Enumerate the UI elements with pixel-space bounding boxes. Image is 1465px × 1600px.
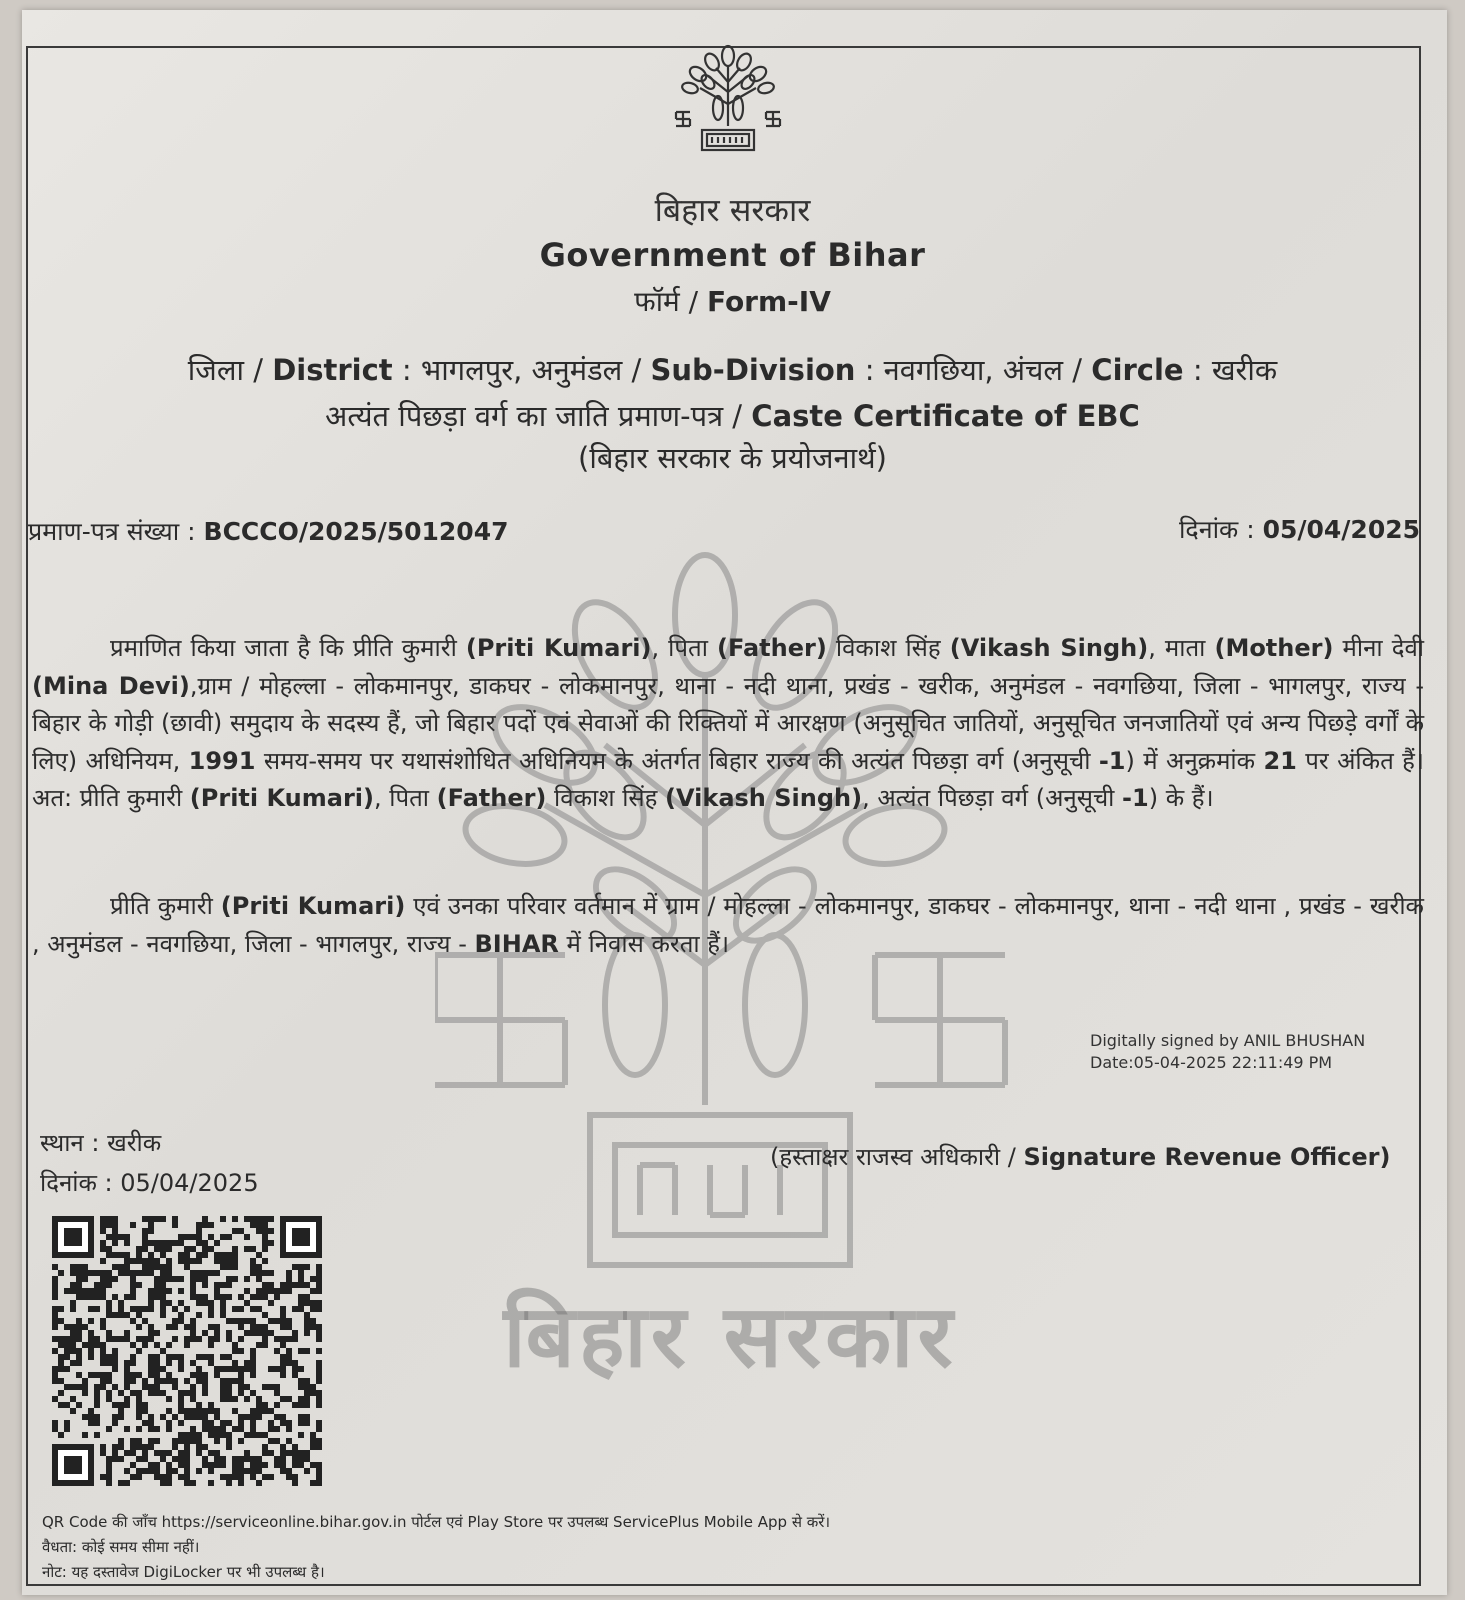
body-serial-number: 21 <box>1263 746 1297 775</box>
body-text: प्रीति कुमारी <box>110 892 221 920</box>
district-label-en: District <box>272 353 393 387</box>
body-text: प्रमाणित किया जाता है कि प्रीति कुमारी <box>110 634 466 662</box>
body-text: , अत्यंत पिछड़ा वर्ग (अनुसूची <box>862 784 1123 812</box>
subdivision-label: Sub-Division <box>650 353 856 387</box>
form-label-en: Form-IV <box>706 285 831 318</box>
body-text: ) में अनुक्रमांक <box>1125 746 1264 775</box>
watermark-text: बिहार सरकार <box>503 1287 957 1387</box>
issue-date: दिनांक : 05/04/2025 <box>40 1169 259 1197</box>
body-state-en: BIHAR <box>474 929 559 958</box>
certificate-body-paragraph-1 <box>32 630 1424 818</box>
signature-label <box>770 1140 1390 1173</box>
circle-value: : खरीक <box>1192 353 1278 387</box>
qr-verification-note: QR Code की जाँच https://serviceonline.bihar.gov.in पोर्टल एवं Play Store पर उपलब्ध ServicePlus Mobile App से करें। <box>42 1513 831 1531</box>
certificate-date-label: दिनांक : <box>1178 515 1255 544</box>
body-text: एवं उनका परिवार वर्तमान में ग्राम / मोहल्ला - लोकमानपुर, डाकघर - लोकमानपुर, थाना - नदी थाना , प्रखंड - खरीक , अनुमंडल - नवगछिया, जिला - भागलपुर, राज्य - <box>32 892 1424 958</box>
body-schedule: -1 <box>1098 746 1126 775</box>
body-text: , माता <box>1148 634 1215 662</box>
digital-signature <box>1090 1030 1365 1074</box>
digital-signature-signer: Digitally signed by ANIL BHUSHAN <box>1090 1031 1366 1050</box>
signature-label-hi: (हस्ताक्षर राजस्व अधिकारी / <box>770 1143 1016 1171</box>
certificate-date-value: 05/04/2025 <box>1262 515 1420 544</box>
body-text: , पिता <box>651 634 717 662</box>
form-number <box>0 282 1465 320</box>
body-text: मीना देवी <box>1333 634 1424 662</box>
body-year: 1991 <box>188 746 256 775</box>
certificate-number <box>28 514 509 548</box>
certificate-title-en: Caste Certificate of EBC <box>751 399 1140 433</box>
bihar-emblem-icon <box>672 42 784 158</box>
body-relation-en: (Mother) <box>1214 634 1334 662</box>
digilocker-note: नोट: यह दस्तावेज DigiLocker पर भी उपलब्ध है। <box>42 1563 325 1581</box>
validity-note: वैधता: कोई समय सीमा नहीं। <box>42 1538 200 1556</box>
body-text: पर अंकित हैं। अत: प्रीति कुमारी <box>32 746 1424 812</box>
district-value: : भागलपुर, अनुमंडल / <box>401 353 642 387</box>
place: स्थान : खरीक <box>40 1129 162 1157</box>
subdivision-value: : नवगछिया, अंचल / <box>864 353 1083 387</box>
certificate-date <box>1120 512 1420 546</box>
digital-signature-date: Date:05-04-2025 22:11:49 PM <box>1090 1053 1333 1072</box>
signature-label-en: Signature Revenue Officer) <box>1023 1143 1391 1171</box>
body-text: ,ग्राम / मोहल्ला - लोकमानपुर, डाकघर - लोकमानपुर, थाना - नदी थाना, प्रखंड - खरीक, अनुमंडल - नवगछिया, जिला - भागलपुर, राज्य - बिहार के गोड़ी (छावी) समुदाय के सदस्य हैं, जो बिहार पदों एवं सेवाओं की रिक्तियों में आरक्षण (अनुसूचित जातियों, अनुसूचित जनजातियों एवं अन्य पिछड़े वर्गों के लिए) अधिनियम, <box>32 671 1424 775</box>
body-text: विकाश सिंह <box>826 634 950 662</box>
body-mother-en: (Mina Devi) <box>32 671 190 700</box>
body-text: में निवास करता हैं। <box>558 929 730 958</box>
body-text: समय-समय पर यथासंशोधित अधिनियम के अंतर्गत बिहार राज्य की अत्यंत पिछड़ा वर्ग (अनुसूची <box>255 746 1099 775</box>
body-name-en: (Priti Kumari) <box>220 892 406 920</box>
header-hindi-title: बिहार सरकार <box>654 191 811 229</box>
certificate-title <box>0 396 1465 435</box>
body-schedule: -1 <box>1122 784 1149 812</box>
certificate-number-label: प्रमाण-पत्र संख्या : <box>28 517 196 546</box>
qr-code-icon <box>52 1216 322 1486</box>
body-name-en: (Priti Kumari) <box>465 634 652 662</box>
district-label-hi: जिला / <box>187 353 263 387</box>
certificate-number-value: BCCCO/2025/5012047 <box>203 517 509 546</box>
certificate-body-paragraph-2 <box>32 888 1424 963</box>
circle-label: Circle <box>1091 353 1184 387</box>
body-text: विकाश सिंह <box>546 784 666 812</box>
body-name-en: (Priti Kumari) <box>189 784 374 812</box>
body-text: ) के हैं। <box>1148 784 1214 812</box>
certificate-purpose: (बिहार सरकार के प्रयोजनार्थ) <box>578 441 887 475</box>
body-text: , पिता <box>373 784 437 812</box>
location-line <box>0 350 1465 389</box>
form-label-hi: फॉर्म / <box>634 285 699 318</box>
body-relation-en: (Father) <box>717 634 827 662</box>
certificate-title-hi: अत्यंत पिछड़ा वर्ग का जाति प्रमाण-पत्र / <box>325 399 743 433</box>
body-father-en: (Vikash Singh) <box>949 634 1149 662</box>
body-relation-en: (Father) <box>436 784 547 812</box>
body-father-en: (Vikash Singh) <box>665 784 863 812</box>
header-english-title: Government of Bihar <box>539 236 926 274</box>
